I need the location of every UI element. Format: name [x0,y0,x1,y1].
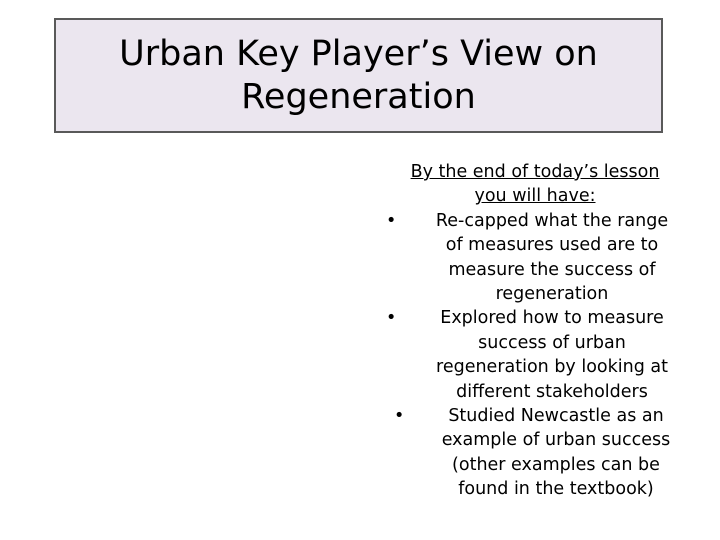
slide-title [119,33,598,119]
bullet-icon: • [386,308,397,329]
objective-line: regeneration by looking at [436,357,668,378]
objective-item [380,209,690,307]
bullet-icon: • [394,406,405,427]
objective-line: success of urban [478,332,626,353]
objective-line: (other examples can be [452,454,660,475]
objective-line: measure the success of [448,259,656,280]
slide-title-line: Urban Key Player’s View on [119,33,598,74]
objective-line: regeneration [495,284,609,305]
lesson-objectives [380,160,690,502]
bullet-icon: • [386,210,397,231]
slide-title-line: Regeneration [241,76,476,117]
objective-line: Re-capped what the range [435,210,669,231]
objective-line: example of urban success [441,430,671,451]
objective-item [380,404,690,502]
objective-item [380,306,690,404]
objective-line: Explored how to measure [440,308,664,329]
objective-line: Studied Newcastle as an [448,406,664,427]
objectives-heading-line: you will have: [474,186,596,207]
objective-line: found in the textbook) [458,479,654,500]
objective-line: of measures used are to [445,235,659,256]
objective-line: different stakeholders [456,381,648,402]
title-box [54,18,663,133]
objectives-heading-line: By the end of today’s lesson [410,162,660,182]
objectives-heading [380,160,690,209]
